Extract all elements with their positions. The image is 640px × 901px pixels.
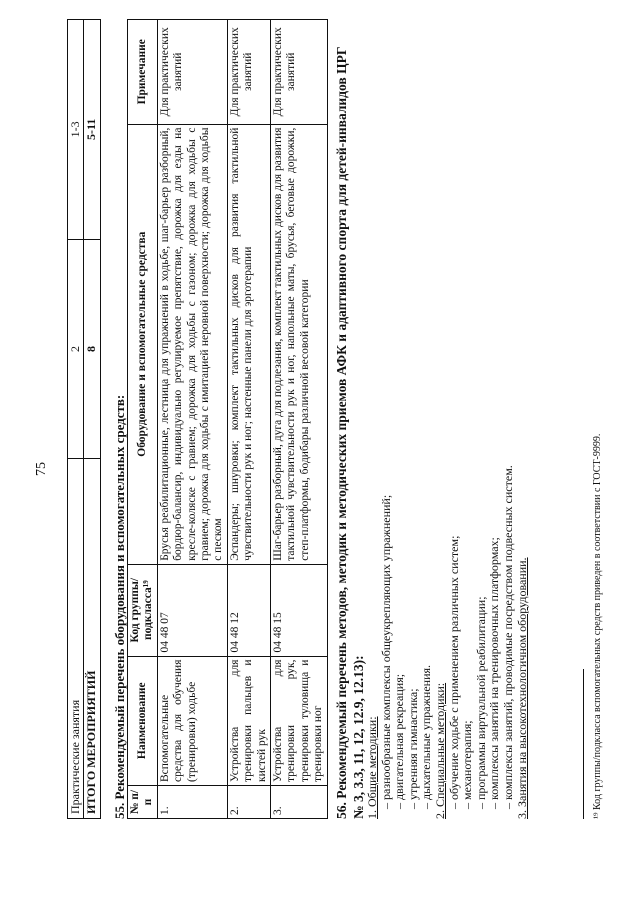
row-equipment: Эспандеры; шнуровки; комплект тактильных дисков для развития тактильной чувствительности рук и ног; настенные панели для эрготерапии	[227, 124, 270, 564]
footnote: ¹⁹ Код группы/подкласса вспомогательных средств приведен в соответствии с ГОСТ-9999.	[592, 433, 603, 819]
row-value: 8	[84, 239, 100, 459]
row-value: 1-3	[68, 20, 84, 240]
row-code: 04 48 07	[157, 564, 227, 656]
footnote-divider	[583, 669, 584, 819]
column-header: Код группы/ подкласса¹⁹	[128, 564, 158, 656]
column-header: № п/п	[128, 785, 158, 818]
table-row	[84, 20, 100, 819]
table-row	[157, 20, 227, 819]
summary-table	[67, 19, 101, 819]
table-header-row	[128, 20, 158, 819]
list-item: – механотерапия;	[460, 720, 475, 809]
special-methods-title: 2. Специальные методики:	[432, 682, 447, 819]
row-note: Для практических занятий	[157, 20, 227, 125]
column-header: Наименование	[128, 656, 158, 785]
row-number: 1.	[157, 785, 227, 818]
section-55-heading: 55. Рекомендуемый перечень оборудования и вспомогательных средств:	[112, 394, 127, 819]
row-name: Вспомогательные средства для обучения (тренировки) ходьбе	[157, 656, 227, 785]
row-value: 5-11	[84, 20, 100, 240]
row-label: ИТОГО МЕРОПРИЯТИЙ	[84, 459, 100, 819]
page-number: 75	[34, 462, 49, 476]
list-item: – утренняя гимнастика;	[405, 688, 420, 809]
row-number: 2.	[227, 785, 270, 818]
row-number: 3.	[271, 785, 328, 818]
equipment-table	[127, 19, 328, 819]
row-label: Практические занятия	[68, 459, 84, 819]
list-item: – разнообразные комплексы общеукрепляющих упражнений;	[378, 494, 393, 809]
row-equipment: Шаг-барьер разборный, дуга для подлезания, комплект тактильных дисков для развития тактильной чувствительности рук и ног, напольные маты, брусья, беговые дорожки, степ-платформы, бодибары различной весовой категории	[271, 124, 328, 564]
row-equipment: Брусья реабилитационные, лестница для упражнений в ходьбе, шаг-барьер разборный, бордюр-балансир, индивидуально регулируемое препятствие, дорожка для езды на кресле-коляске с гравием; дорожка для ходьбы с газоном; дорожка для ходьбы с гравием; дорожка для ходьбы с имитацией неровной поверхности; дорожка для ходьбы с песком	[157, 124, 227, 564]
general-methods-title: 1. Общие методики:	[365, 716, 379, 819]
row-note: Для практических занятий	[271, 20, 328, 125]
row-note: Для практических занятий	[227, 20, 270, 125]
column-header: Оборудование и вспомогательные средства	[128, 124, 158, 564]
section-56-heading: 56. Рекомендуемый перечень методов, методик и методических приемов АФК и адаптивного спорта для детей-инвалидов ЦРГ № 3, 3.3, 11, 12, 12.9, 12.13):	[334, 46, 366, 819]
column-header: Примечание	[128, 20, 158, 125]
row-value: 2	[68, 239, 84, 459]
list-item: – обучение ходьбе с применением различных систем;	[446, 535, 461, 809]
row-code: 04 48 15	[271, 564, 328, 656]
row-code: 04 48 12	[227, 564, 270, 656]
row-name: Устройства для тренировки рук, тренировки туловища и тренировки ног	[271, 656, 328, 785]
table-row	[68, 20, 84, 819]
list-item: – комплексы занятий, проводимые посредством подвесных систем.	[500, 465, 515, 809]
table-row	[227, 20, 270, 819]
list-item: – комплексы занятий на тренировочных платформах;	[487, 537, 502, 809]
list-item: – программы виртуальной реабилитации;	[473, 596, 488, 809]
methods-list	[366, 465, 529, 819]
list-item: – двигательная рекреация;	[392, 673, 407, 809]
list-item: – дыхательные упражнения.	[419, 664, 434, 809]
row-name: Устройства для тренировки пальцев и кистей рук	[227, 656, 270, 785]
table-row	[271, 20, 328, 819]
high-tech-title: 3. Занятия на высокотехнологичном оборудовании.	[514, 557, 529, 819]
